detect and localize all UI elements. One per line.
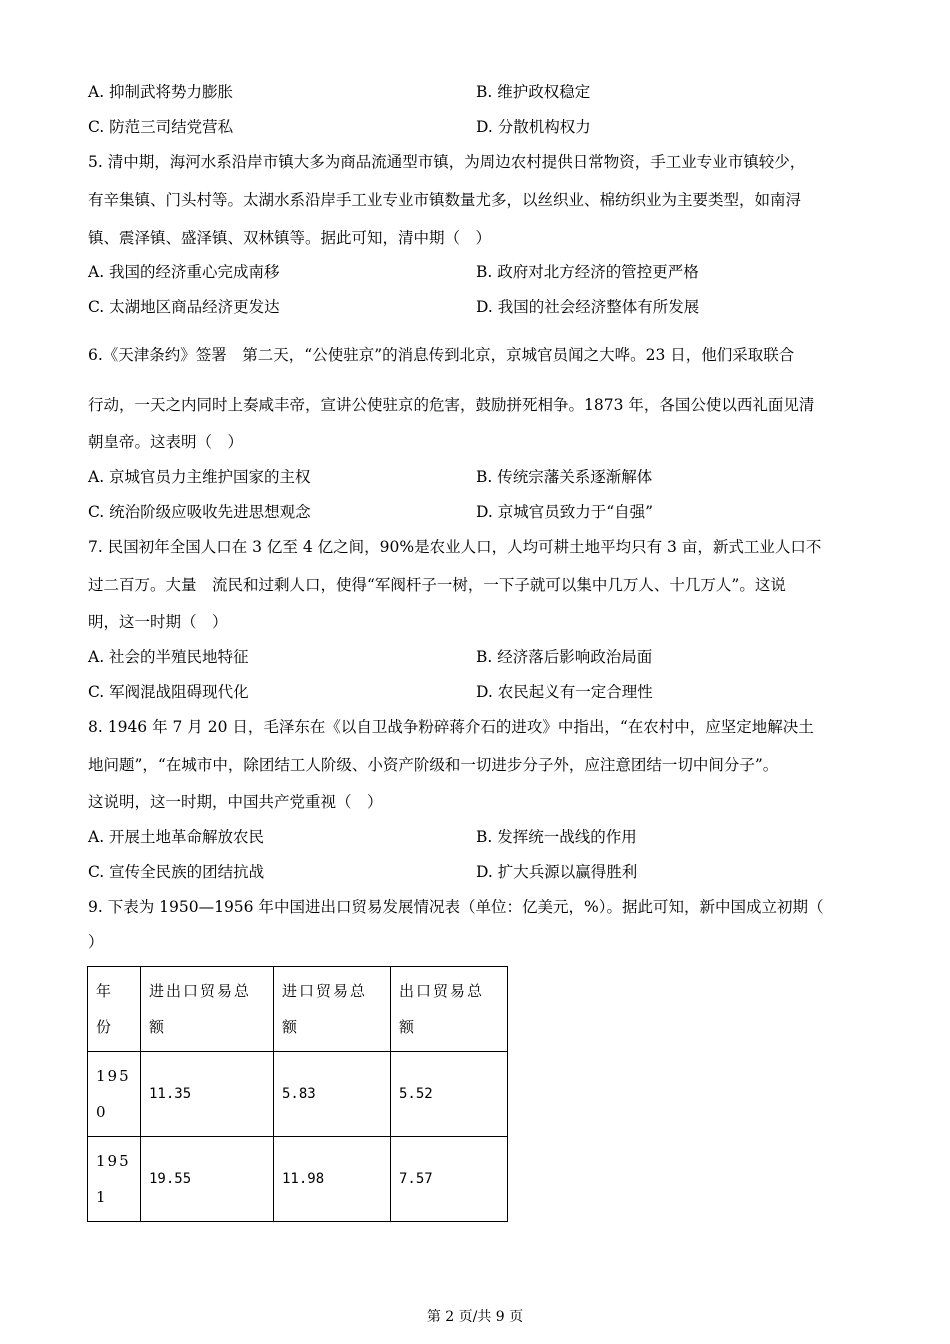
- q6-option-b: B. 传统宗藩关系逐渐解体: [476, 468, 653, 486]
- q8-option-a: A. 开展土地革命解放农民: [88, 828, 265, 846]
- q6-option-c: C. 统治阶级应吸收先进思想观念: [88, 503, 311, 521]
- page-footer: 第 2 页/共 9 页: [426, 1309, 524, 1325]
- q5-option-c: C. 太湖地区商品经济更发达: [88, 298, 280, 316]
- q6-option-d: D. 京城官员致力于“自强”: [476, 503, 654, 521]
- q4-option-b: B. 维护政权稳定: [476, 83, 591, 101]
- q5-stem-line-1: 5. 清中期，海河水系沿岸市镇大多为商品流通型市镇，为周边农村提供日常物资，手工业专业市镇较少，: [88, 153, 806, 171]
- q9-stem-line-1: 9. 下表为 1950—1956 年中国进出口贸易发展情况表（单位：亿美元，%）。据此可知，新中国成立初期（: [88, 898, 824, 916]
- table-row: [88, 1052, 508, 1137]
- q7-stem-line-3: 明，这一时期（ ）: [88, 613, 228, 631]
- q8-stem-line-2: 地问题”，“在城市中，除团结工人阶级、小资产阶级和一切进步分子外，应注意团结一切中间分子”。: [88, 756, 779, 774]
- q8-option-c: C. 宣传全民族的团结抗战: [88, 863, 265, 881]
- cell-export: 5.52: [391, 1052, 508, 1137]
- cell-import: 11.98: [274, 1137, 391, 1222]
- cell-year: 195 0: [88, 1052, 141, 1137]
- q7-option-c: C. 军阀混战阻碍现代化: [88, 683, 249, 701]
- header-import: 进口贸易总 额: [274, 967, 391, 1052]
- q4-option-c: C. 防范三司结党营私: [88, 118, 234, 136]
- cell-export: 7.57: [391, 1137, 508, 1222]
- q6-stem-line-2: 行动，一天之内同时上奏咸丰帝，宣讲公使驻京的危害，鼓励拼死相争。1873 年，各国公使以西礼面见清: [88, 396, 815, 414]
- q5-stem-line-2: 有辛集镇、门头村等。太湖水系沿岸手工业专业市镇数量尤多，以丝织业、棉纺织业为主要类型，如南浔: [88, 191, 802, 209]
- q6-stem-line-1: 6.《天津条约》签署 第二天，“公使驻京”的消息传到北京，京城官员闻之大哗。23 日，他们采取联合: [88, 346, 795, 364]
- q7-stem-line-2: 过二百万。大量 流民和过剩人口，使得“军阀杆子一树，一下子就可以集中几万人、十几万人”。这说: [88, 576, 786, 594]
- q5-option-a: A. 我国的经济重心完成南移: [88, 263, 280, 281]
- table-header-row: [88, 967, 508, 1052]
- q6-stem-line-3: 朝皇帝。这表明（ ）: [88, 433, 244, 451]
- table-row: [88, 1137, 508, 1222]
- q5-option-b: B. 政府对北方经济的管控更严格: [476, 263, 699, 281]
- cell-total: 19.55: [141, 1137, 274, 1222]
- q7-option-a: A. 社会的半殖民地特征: [88, 648, 249, 666]
- cell-import: 5.83: [274, 1052, 391, 1137]
- cell-total: 11.35: [141, 1052, 274, 1137]
- q7-option-d: D. 农民起义有一定合理性: [476, 683, 653, 701]
- q8-stem-line-1: 8. 1946 年 7 月 20 日，毛泽东在《以自卫战争粉碎蒋介石的进攻》中指出，“在农村中，应坚定地解决土: [88, 718, 814, 736]
- q4-option-a: A. 抑制武将势力膨胀: [88, 83, 234, 101]
- header-total: 进出口贸易总 额: [141, 967, 274, 1052]
- q7-option-b: B. 经济落后影响政治局面: [476, 648, 653, 666]
- q8-option-b: B. 发挥统一战线的作用: [476, 828, 637, 846]
- q8-option-d: D. 扩大兵源以赢得胜利: [476, 863, 638, 881]
- trade-table: [87, 966, 508, 1222]
- q5-stem-line-3: 镇、震泽镇、盛泽镇、双林镇等。据此可知，清中期（ ）: [88, 229, 492, 247]
- q8-stem-line-3: 这说明，这一时期，中国共产党重视（ ）: [88, 793, 383, 811]
- header-export: 出口贸易总 额: [391, 967, 508, 1052]
- header-year: 年 份: [88, 967, 141, 1052]
- q6-option-a: A. 京城官员力主维护国家的主权: [88, 468, 311, 486]
- q4-option-d: D. 分散机构权力: [476, 118, 591, 136]
- q7-stem-line-1: 7. 民国初年全国人口在 3 亿至 4 亿之间，90%是农业人口，人均可耕土地平均只有 3 亩，新式工业人口不: [88, 538, 822, 556]
- cell-year: 195 1: [88, 1137, 141, 1222]
- q9-stem-line-2: ）: [88, 933, 104, 951]
- q5-option-d: D. 我国的社会经济整体有所发展: [476, 298, 700, 316]
